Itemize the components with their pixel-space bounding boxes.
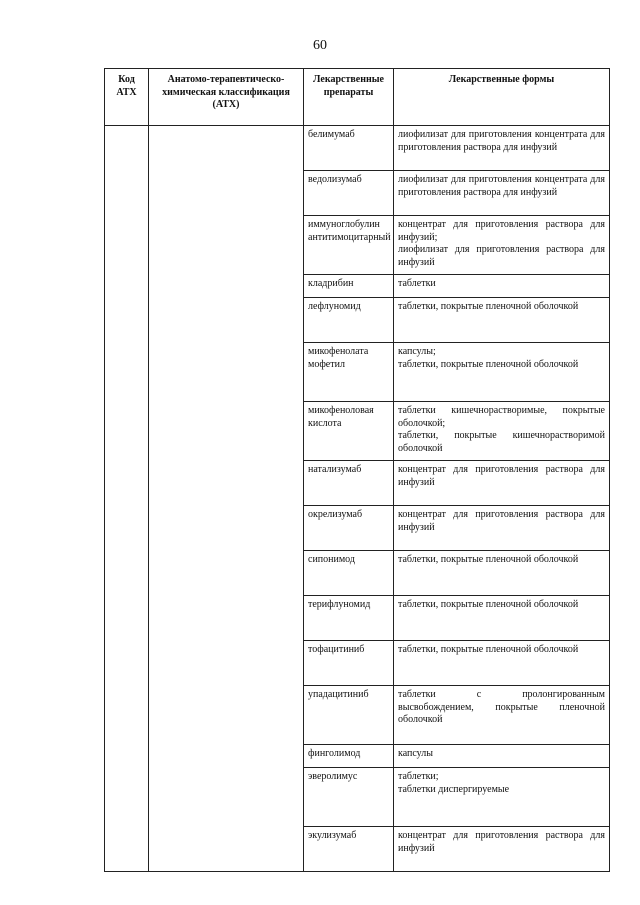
drug-name-cell: окрелизумаб xyxy=(304,506,394,551)
dosage-form-cell xyxy=(394,596,610,641)
dosage-form-line: таблетки xyxy=(398,278,436,289)
dosage-form-line: концентрат для приготовления раствора для инфузий xyxy=(398,509,605,533)
header-drugs: Лекарственные препараты xyxy=(304,69,394,126)
drug-name-cell: тофацитиниб xyxy=(304,641,394,686)
dosage-form-line: таблетки; xyxy=(398,771,439,782)
dosage-form-cell xyxy=(394,216,610,275)
dosage-form-cell xyxy=(394,506,610,551)
dosage-form-line: таблетки, покрытые пленочной оболочкой xyxy=(398,644,579,655)
drug-name-cell: ведолизумаб xyxy=(304,171,394,216)
dosage-form-line: концентрат для приготовления раствора для инфузий xyxy=(398,464,605,488)
drug-name-cell: финголимод xyxy=(304,745,394,768)
dosage-form-cell xyxy=(394,275,610,298)
drug-name-cell: иммуноглобулин антитимоцитарный xyxy=(304,216,394,275)
drug-name-cell: натализумаб xyxy=(304,461,394,506)
atx-table xyxy=(104,68,610,872)
drug-name-cell: кладрибин xyxy=(304,275,394,298)
dosage-form-line: таблетки, покрытые пленочной оболочкой xyxy=(398,301,579,312)
dosage-form-line: лиофилизат для приготовления концентрата для приготовления раствора для инфузий xyxy=(398,129,605,153)
dosage-form-line: лиофилизат для приготовления концентрата для приготовления раствора для инфузий xyxy=(398,174,605,198)
drug-name-cell: терифлуномид xyxy=(304,596,394,641)
drug-name-cell: сипонимод xyxy=(304,551,394,596)
dosage-form-line: таблетки кишечнорастворимые, покрытые оболочкой; xyxy=(398,405,605,429)
header-classification: Анатомо-терапевтическо-химическая классификация (АТХ) xyxy=(149,69,304,126)
drug-name-cell: экулизумаб xyxy=(304,827,394,872)
code-cell xyxy=(105,126,149,872)
drug-name-cell: микофеноловая кислота xyxy=(304,402,394,461)
dosage-form-cell xyxy=(394,551,610,596)
dosage-form-cell xyxy=(394,686,610,745)
dosage-form-line: лиофилизат для приготовления раствора для инфузий xyxy=(398,244,605,268)
dosage-form-line: таблетки, покрытые пленочной оболочкой xyxy=(398,599,579,610)
dosage-form-line: концентрат для приготовления раствора для инфузий xyxy=(398,830,605,854)
dosage-form-cell xyxy=(394,402,610,461)
drug-name-cell: упадацитиниб xyxy=(304,686,394,745)
dosage-form-line: капсулы; xyxy=(398,346,436,357)
drug-name-cell: лефлуномид xyxy=(304,298,394,343)
drug-name-cell: микофенолата мофетил xyxy=(304,343,394,402)
table-body xyxy=(105,126,610,872)
dosage-form-cell xyxy=(394,461,610,506)
dosage-form-line: таблетки диспергируемые xyxy=(398,783,510,795)
dosage-form-cell xyxy=(394,343,610,402)
dosage-form-cell xyxy=(394,171,610,216)
header-forms: Лекарственные формы xyxy=(394,69,610,126)
dosage-form-line: таблетки с пролонгированным высвобождением, покрытые пленочной оболочкой xyxy=(398,689,605,725)
dosage-form-cell xyxy=(394,298,610,343)
drug-name-cell: белимумаб xyxy=(304,126,394,171)
classification-cell xyxy=(149,126,304,872)
dosage-form-line: капсулы xyxy=(398,748,433,759)
dosage-form-line: таблетки, покрытые кишечнорастворимой оболочкой xyxy=(398,430,605,454)
dosage-form-cell xyxy=(394,126,610,171)
table-header-row xyxy=(105,69,610,126)
dosage-form-line: концентрат для приготовления раствора для инфузий; xyxy=(398,219,605,243)
drug-name-cell: эверолимус xyxy=(304,768,394,827)
dosage-form-cell xyxy=(394,745,610,768)
dosage-form-cell xyxy=(394,768,610,827)
header-code: Код АТХ xyxy=(105,69,149,126)
page-number: 60 xyxy=(313,38,327,53)
dosage-form-cell xyxy=(394,641,610,686)
table-row xyxy=(105,126,610,171)
dosage-form-line: таблетки, покрытые пленочной оболочкой xyxy=(398,358,579,370)
dosage-form-cell xyxy=(394,827,610,872)
dosage-form-line: таблетки, покрытые пленочной оболочкой xyxy=(398,554,579,565)
